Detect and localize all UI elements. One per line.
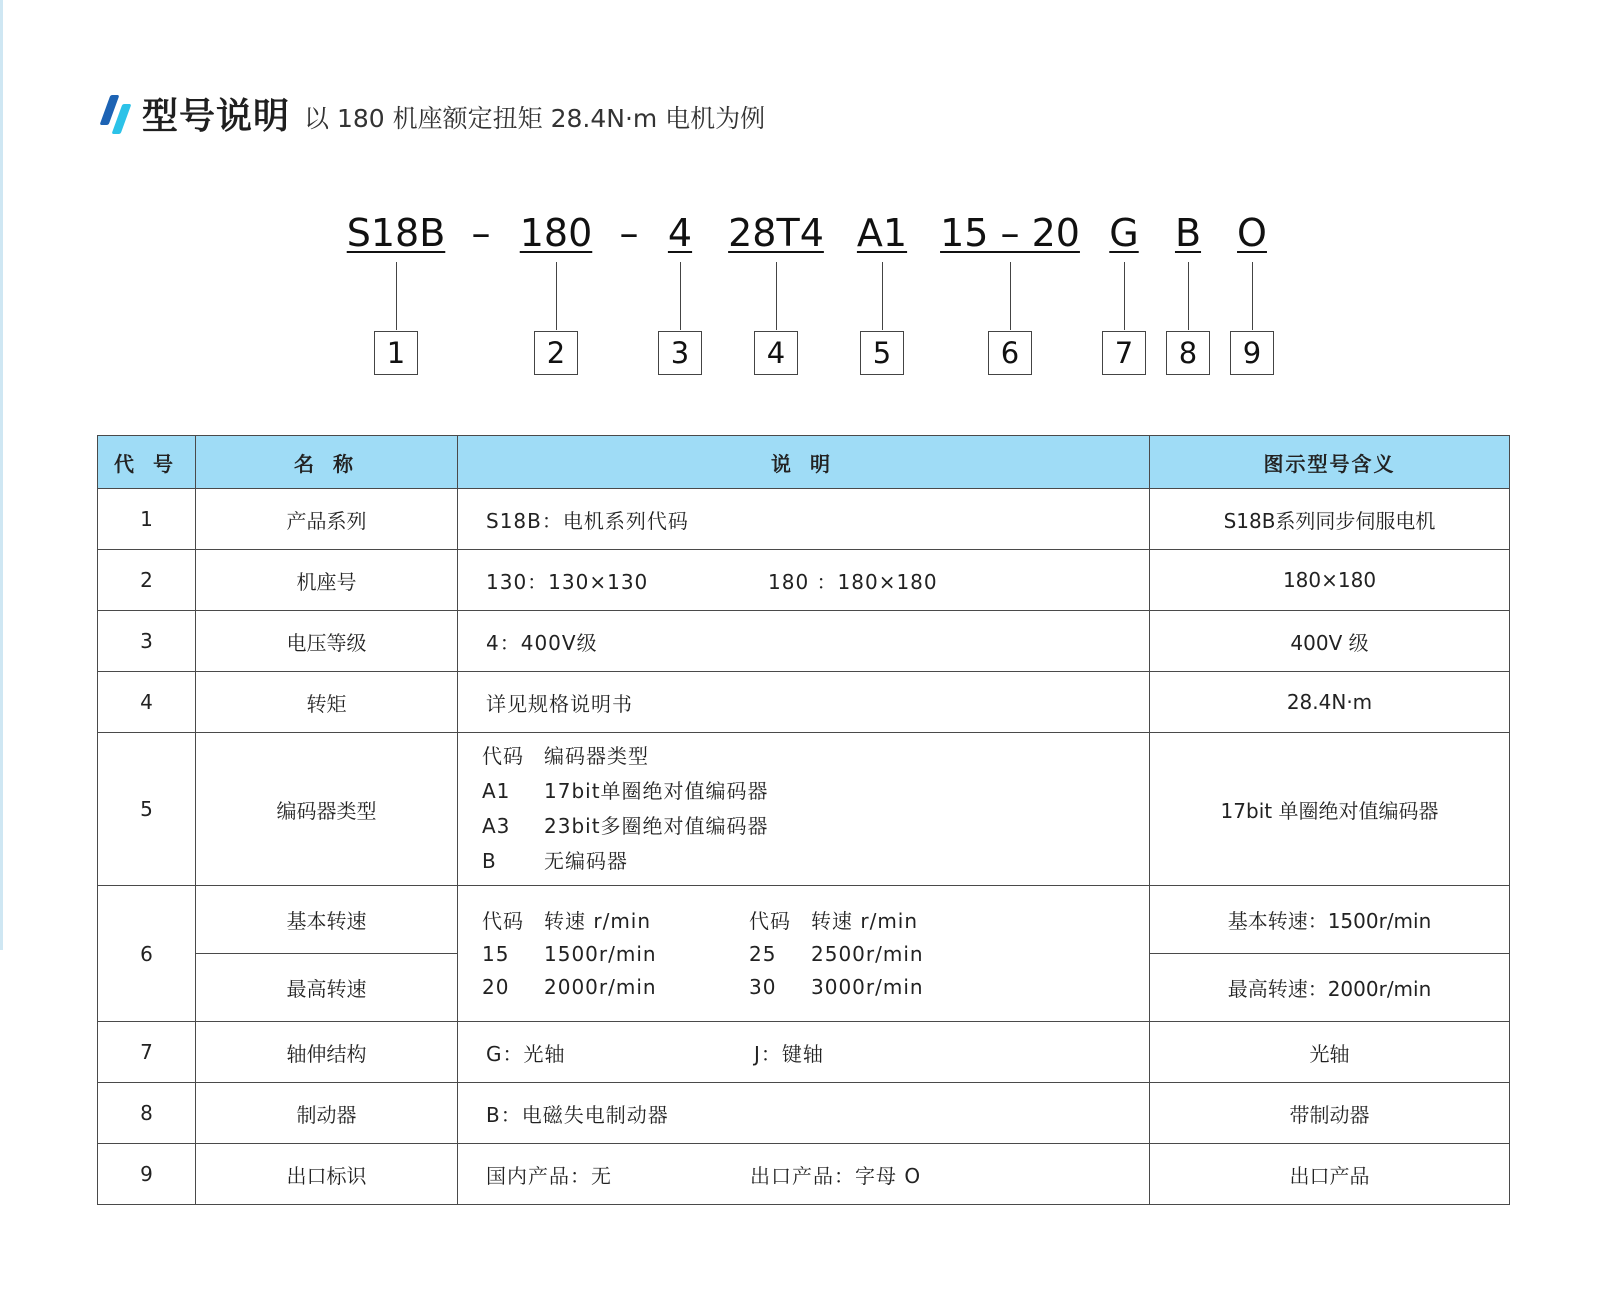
model-spec-table bbox=[97, 435, 1510, 1205]
index-box: 1 bbox=[374, 331, 418, 375]
table-row bbox=[98, 611, 1510, 672]
row-name: 基本转速 bbox=[196, 886, 458, 954]
row-meaning: 出口产品 bbox=[1150, 1144, 1510, 1205]
model-separator: – bbox=[471, 211, 491, 255]
model-segment-voltage: 4 bbox=[667, 211, 693, 255]
index-box: 7 bbox=[1102, 331, 1146, 375]
table-row bbox=[98, 1083, 1510, 1144]
encoder-head-code: 代码 bbox=[482, 744, 524, 768]
row-meaning: 带制动器 bbox=[1150, 1083, 1510, 1144]
row-description bbox=[458, 1144, 1150, 1205]
index-box: 3 bbox=[658, 331, 702, 375]
index-box: 2 bbox=[534, 331, 578, 375]
row-meaning: 光轴 bbox=[1150, 1022, 1510, 1083]
encoder-type: 无编码器 bbox=[544, 849, 628, 873]
speed-value: 2000r/min bbox=[544, 974, 657, 999]
speed-value: 3000r/min bbox=[811, 974, 924, 999]
encoder-code: B bbox=[482, 849, 497, 873]
encoder-head-type: 编码器类型 bbox=[544, 744, 649, 768]
row-code: 1 bbox=[98, 489, 196, 550]
table-row bbox=[98, 733, 1510, 886]
connector-line bbox=[1252, 262, 1253, 330]
table-row bbox=[98, 489, 1510, 550]
connector-line bbox=[776, 262, 777, 330]
row-description: 4：400V级 bbox=[458, 611, 1150, 672]
table-header-row bbox=[98, 436, 1510, 489]
description-part-b: J：键轴 bbox=[754, 1041, 824, 1066]
speed-table bbox=[482, 907, 1149, 1001]
row-code: 3 bbox=[98, 611, 196, 672]
row-name: 产品系列 bbox=[196, 489, 458, 550]
row-meaning: 基本转速：1500r/min bbox=[1150, 886, 1510, 954]
model-segment-export: O bbox=[1237, 211, 1267, 255]
header-code: 代 号 bbox=[98, 436, 196, 489]
row-code: 4 bbox=[98, 672, 196, 733]
row-name: 机座号 bbox=[196, 550, 458, 611]
row-name: 电压等级 bbox=[196, 611, 458, 672]
row-meaning: 最高转速：2000r/min bbox=[1150, 954, 1510, 1022]
connector-line bbox=[1124, 262, 1125, 330]
row-meaning: 17bit 单圈绝对值编码器 bbox=[1150, 733, 1510, 886]
model-separator: – bbox=[619, 211, 639, 255]
connector-line bbox=[680, 262, 681, 330]
row-name: 编码器类型 bbox=[196, 733, 458, 886]
speed-value: 1500r/min bbox=[544, 941, 657, 966]
row-description bbox=[458, 550, 1150, 611]
row-name: 制动器 bbox=[196, 1083, 458, 1144]
section-title: 型号说明 bbox=[142, 95, 291, 137]
row-name: 轴伸结构 bbox=[196, 1022, 458, 1083]
row-meaning: 400V 级 bbox=[1150, 611, 1510, 672]
speed-code: 15 bbox=[482, 941, 510, 966]
description-part-a: 130：130×130 bbox=[486, 569, 649, 594]
description-part-b: 出口产品：字母 O bbox=[750, 1163, 922, 1188]
connector-line bbox=[882, 262, 883, 330]
connector-line bbox=[1010, 262, 1011, 330]
row-description: S18B：电机系列代码 bbox=[458, 489, 1150, 550]
row-name: 出口标识 bbox=[196, 1144, 458, 1205]
row-code: 9 bbox=[98, 1144, 196, 1205]
index-box: 6 bbox=[988, 331, 1032, 375]
row-description bbox=[458, 733, 1150, 886]
index-box: 5 bbox=[860, 331, 904, 375]
description-part-a: 国内产品：无 bbox=[486, 1163, 612, 1188]
speed-head-speed: 转速 r/min bbox=[544, 908, 652, 933]
description-part-b: 180 ：180×180 bbox=[768, 569, 938, 594]
row-description: B：电磁失电制动器 bbox=[458, 1083, 1150, 1144]
encoder-code: A3 bbox=[482, 814, 511, 838]
speed-code: 20 bbox=[482, 974, 510, 999]
header-description: 说 明 bbox=[458, 436, 1150, 489]
encoder-code: A1 bbox=[482, 779, 511, 803]
table-row bbox=[98, 886, 1510, 954]
row-code: 7 bbox=[98, 1022, 196, 1083]
model-segment-series: S18B bbox=[346, 211, 446, 255]
row-meaning: 180×180 bbox=[1150, 550, 1510, 611]
header-meaning: 图示型号含义 bbox=[1150, 436, 1510, 489]
model-segment-torque: 28T4 bbox=[728, 211, 824, 255]
table-row bbox=[98, 1144, 1510, 1205]
index-box: 4 bbox=[754, 331, 798, 375]
connector-line bbox=[556, 262, 557, 330]
row-code: 6 bbox=[98, 886, 196, 1022]
model-segment-speed: 15 – 20 bbox=[940, 211, 1080, 255]
description-part-a: G：光轴 bbox=[486, 1041, 566, 1066]
model-code-diagram bbox=[0, 0, 1600, 400]
encoder-list bbox=[482, 733, 1149, 885]
table-row bbox=[98, 672, 1510, 733]
table-row bbox=[98, 550, 1510, 611]
row-description: 详见规格说明书 bbox=[458, 672, 1150, 733]
header-name: 名 称 bbox=[196, 436, 458, 489]
speed-head-code: 代码 bbox=[749, 908, 791, 933]
model-segment-encoder: A1 bbox=[856, 211, 908, 255]
connector-line bbox=[1188, 262, 1189, 330]
row-name: 转矩 bbox=[196, 672, 458, 733]
speed-head-code: 代码 bbox=[482, 908, 524, 933]
row-description bbox=[458, 1022, 1150, 1083]
speed-code: 30 bbox=[749, 974, 777, 999]
row-code: 2 bbox=[98, 550, 196, 611]
speed-head-speed: 转速 r/min bbox=[811, 908, 919, 933]
speed-code: 25 bbox=[749, 941, 777, 966]
encoder-type: 17bit单圈绝对值编码器 bbox=[544, 779, 769, 803]
row-description bbox=[458, 886, 1150, 1022]
row-code: 8 bbox=[98, 1083, 196, 1144]
index-box: 8 bbox=[1166, 331, 1210, 375]
row-name: 最高转速 bbox=[196, 954, 458, 1022]
row-meaning: S18B系列同步伺服电机 bbox=[1150, 489, 1510, 550]
row-code: 5 bbox=[98, 733, 196, 886]
model-segment-brake: B bbox=[1174, 211, 1202, 255]
encoder-type: 23bit多圈绝对值编码器 bbox=[544, 814, 769, 838]
index-box: 9 bbox=[1230, 331, 1274, 375]
speed-value: 2500r/min bbox=[811, 941, 924, 966]
connector-line bbox=[396, 262, 397, 330]
table-row bbox=[98, 1022, 1510, 1083]
row-meaning: 28.4N·m bbox=[1150, 672, 1510, 733]
model-segment-shaft: G bbox=[1109, 211, 1139, 255]
model-segment-frame: 180 bbox=[519, 211, 593, 255]
section-subtitle: 以 180 机座额定扭矩 28.4N·m 电机为例 bbox=[304, 104, 766, 133]
